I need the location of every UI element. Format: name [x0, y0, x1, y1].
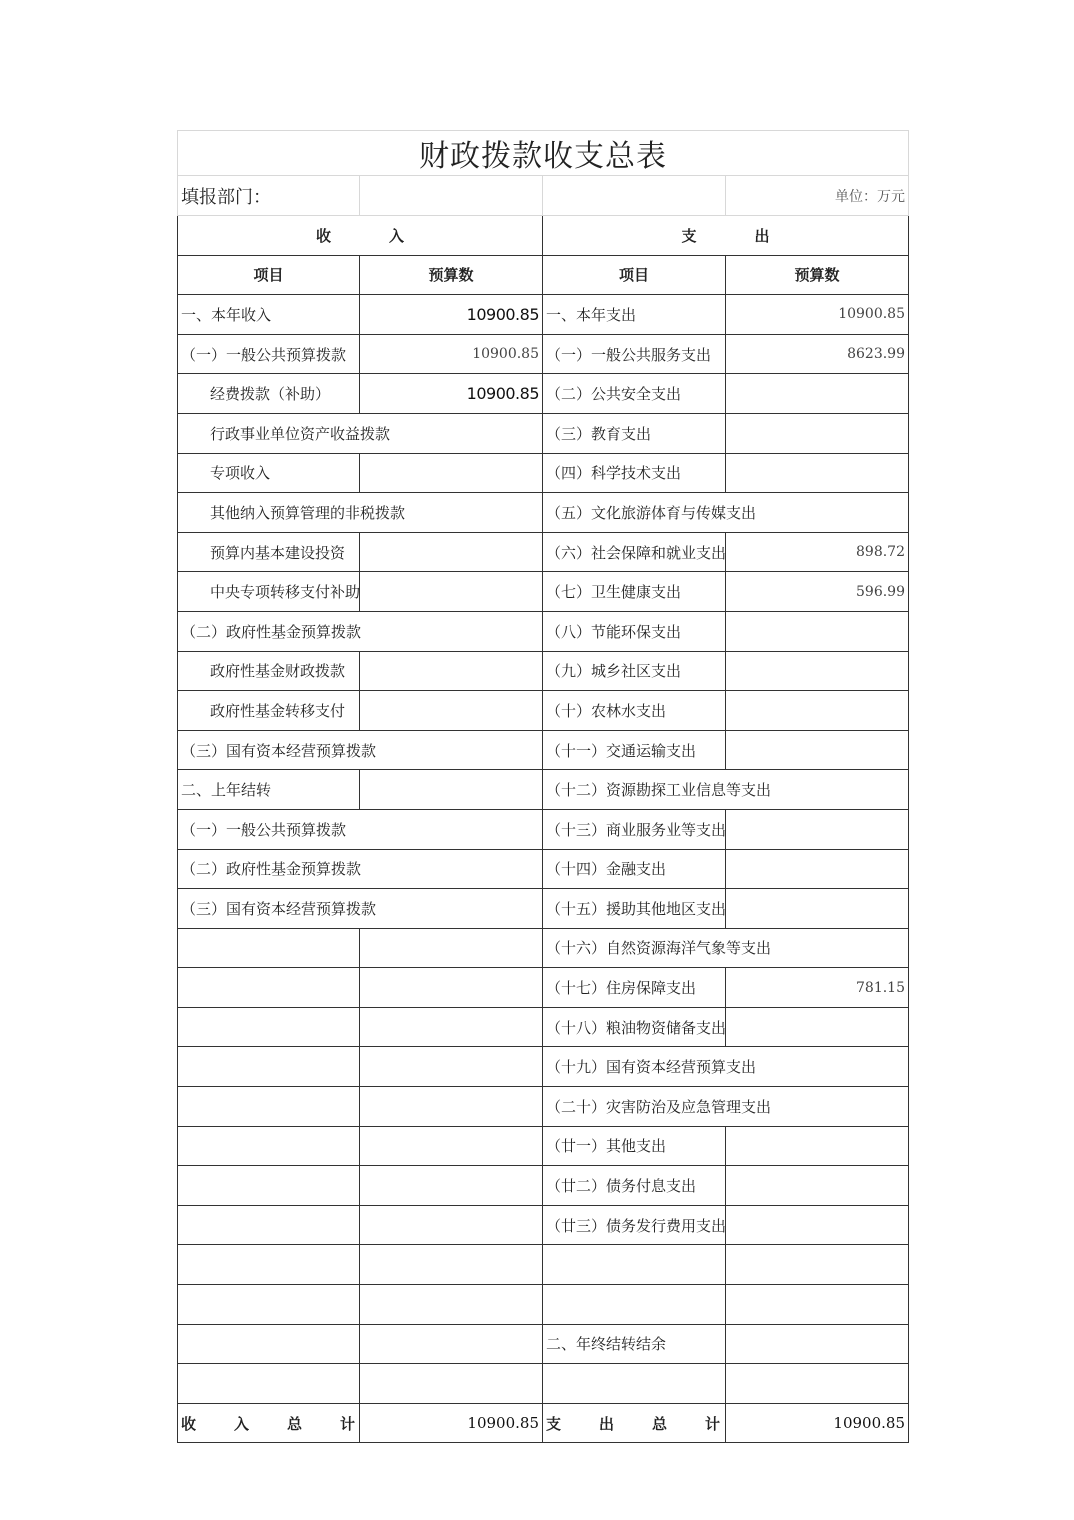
expense-header-char-2: 出	[754, 226, 770, 245]
income-budget	[360, 1047, 543, 1087]
expense-budget	[726, 651, 909, 691]
expense-item: （六）社会保障和就业支出	[543, 532, 726, 572]
expense-item: （廿一）其他支出	[543, 1126, 726, 1166]
expense-budget: 596.99	[726, 572, 909, 612]
table-row	[178, 1364, 909, 1404]
table-row	[178, 691, 909, 731]
table-row	[178, 493, 909, 533]
income-item	[178, 1324, 360, 1364]
table-row	[178, 1087, 909, 1127]
expense-budget	[726, 611, 909, 651]
table-row	[178, 1007, 909, 1047]
income-item	[178, 1126, 360, 1166]
table-row	[178, 1126, 909, 1166]
expense-budget	[726, 374, 909, 414]
expense-item: （二十）灾害防治及应急管理支出	[543, 1087, 909, 1127]
income-total-value: 10900.85	[360, 1403, 543, 1443]
income-item: （二）政府性基金预算拨款	[178, 849, 543, 889]
expense-item: （十八）粮油物资储备支出	[543, 1007, 726, 1047]
expense-item: （四）科学技术支出	[543, 453, 726, 493]
expense-item: （五）文化旅游体育与传媒支出	[543, 493, 909, 533]
table-row	[178, 1324, 909, 1364]
expense-budget: 8623.99	[726, 334, 909, 374]
expense-budget	[726, 453, 909, 493]
income-item	[178, 1285, 360, 1325]
income-item: 二、上年结转	[178, 770, 360, 810]
budget-table	[177, 130, 909, 1443]
expense-item: （十三）商业服务业等支出	[543, 809, 726, 849]
income-budget	[360, 1285, 543, 1325]
meta-blank-cell[interactable]	[543, 176, 726, 216]
income-total-label: 收 入 总 计	[178, 1403, 360, 1443]
expense-col-item: 项目	[543, 255, 726, 295]
income-budget	[360, 1205, 543, 1245]
expense-budget	[726, 1007, 909, 1047]
expense-budget	[726, 1166, 909, 1206]
income-item: （二）政府性基金预算拨款	[178, 611, 543, 651]
income-budget	[360, 1245, 543, 1285]
income-budget	[360, 1364, 543, 1404]
expense-item: （八）节能环保支出	[543, 611, 726, 651]
income-item: 一、本年收入	[178, 295, 360, 335]
income-item	[178, 1364, 360, 1404]
income-item: 专项收入	[178, 453, 360, 493]
income-budget: 10900.85	[360, 295, 543, 335]
expense-item	[543, 1285, 726, 1325]
expense-item: （一）一般公共服务支出	[543, 334, 726, 374]
expense-budget	[726, 691, 909, 731]
income-item	[178, 968, 360, 1008]
income-budget	[360, 968, 543, 1008]
income-header-char-1: 收	[315, 226, 331, 245]
income-budget	[360, 691, 543, 731]
expense-budget	[726, 1126, 909, 1166]
income-col-item: 项目	[178, 255, 360, 295]
expense-header	[543, 216, 909, 256]
expense-budget: 10900.85	[726, 295, 909, 335]
income-item	[178, 1166, 360, 1206]
expense-item: （十二）资源勘探工业信息等支出	[543, 770, 909, 810]
table-row	[178, 532, 909, 572]
table-row	[178, 1166, 909, 1206]
expense-col-budget: 预算数	[726, 255, 909, 295]
expense-item: 二、年终结转结余	[543, 1324, 726, 1364]
income-header	[178, 216, 543, 256]
expense-budget	[726, 1285, 909, 1325]
unit-label: 单位：万元	[726, 176, 909, 216]
table-row	[178, 413, 909, 453]
income-budget	[360, 572, 543, 612]
income-item: （三）国有资本经营预算拨款	[178, 889, 543, 929]
expense-item: （十）农林水支出	[543, 691, 726, 731]
income-item: （一）一般公共预算拨款	[178, 809, 543, 849]
income-budget	[360, 1324, 543, 1364]
expense-budget	[726, 730, 909, 770]
income-item: 预算内基本建设投资	[178, 532, 360, 572]
expense-budget: 898.72	[726, 532, 909, 572]
income-item: 政府性基金财政拨款	[178, 651, 360, 691]
expense-item: 一、本年支出	[543, 295, 726, 335]
income-budget: 10900.85	[360, 334, 543, 374]
income-col-budget: 预算数	[360, 255, 543, 295]
expense-item: （七）卫生健康支出	[543, 572, 726, 612]
income-budget: 10900.85	[360, 374, 543, 414]
income-budget	[360, 770, 543, 810]
income-budget	[360, 1007, 543, 1047]
table-row	[178, 928, 909, 968]
expense-item: （十九）国有资本经营预算支出	[543, 1047, 909, 1087]
table-row	[178, 1047, 909, 1087]
income-item: 中央专项转移支付补助	[178, 572, 360, 612]
income-budget	[360, 1126, 543, 1166]
income-budget	[360, 1166, 543, 1206]
expense-budget	[726, 889, 909, 929]
expense-item: （廿三）债务发行费用支出	[543, 1205, 726, 1245]
table-row	[178, 1245, 909, 1285]
income-budget	[360, 651, 543, 691]
income-item	[178, 1007, 360, 1047]
expense-budget	[726, 1205, 909, 1245]
expense-item: （三）教育支出	[543, 413, 726, 453]
table-row	[178, 334, 909, 374]
income-budget	[360, 928, 543, 968]
expense-budget	[726, 809, 909, 849]
income-item: 政府性基金转移支付	[178, 691, 360, 731]
expense-item	[543, 1364, 726, 1404]
table-row	[178, 453, 909, 493]
expense-item: （九）城乡社区支出	[543, 651, 726, 691]
dept-label: 填报部门：	[178, 176, 360, 216]
table-row	[178, 849, 909, 889]
income-item	[178, 1087, 360, 1127]
income-item: （一）一般公共预算拨款	[178, 334, 360, 374]
expense-total-label: 支 出 总 计	[543, 1403, 726, 1443]
expense-budget	[726, 1364, 909, 1404]
expense-budget	[726, 1245, 909, 1285]
income-budget	[360, 1087, 543, 1127]
table-row	[178, 1205, 909, 1245]
expense-item: （廿二）债务付息支出	[543, 1166, 726, 1206]
table-row	[178, 374, 909, 414]
income-item	[178, 1047, 360, 1087]
expense-item: （十五）援助其他地区支出	[543, 889, 726, 929]
table-row	[178, 968, 909, 1008]
income-item	[178, 1245, 360, 1285]
table-row	[178, 651, 909, 691]
income-item: （三）国有资本经营预算拨款	[178, 730, 543, 770]
table-row	[178, 730, 909, 770]
expense-header-char-1: 支	[681, 226, 697, 245]
dept-value-cell[interactable]	[360, 176, 543, 216]
table-row	[178, 770, 909, 810]
expense-budget	[726, 1324, 909, 1364]
income-header-char-2: 入	[389, 226, 405, 245]
page-title: 财政拨款收支总表	[178, 131, 909, 176]
table-row	[178, 809, 909, 849]
expense-budget	[726, 413, 909, 453]
income-item: 其他纳入预算管理的非税拨款	[178, 493, 543, 533]
expense-item: （十四）金融支出	[543, 849, 726, 889]
expense-budget	[726, 849, 909, 889]
expense-item	[543, 1245, 726, 1285]
income-item: 行政事业单位资产收益拨款	[178, 413, 543, 453]
income-budget	[360, 453, 543, 493]
table-row	[178, 1285, 909, 1325]
budget-sheet	[177, 130, 908, 1443]
expense-item: （二）公共安全支出	[543, 374, 726, 414]
expense-budget: 781.15	[726, 968, 909, 1008]
income-item	[178, 928, 360, 968]
table-row	[178, 611, 909, 651]
expense-item: （十一）交通运输支出	[543, 730, 726, 770]
expense-item: （十六）自然资源海洋气象等支出	[543, 928, 909, 968]
table-row	[178, 572, 909, 612]
income-item: 经费拨款（补助）	[178, 374, 360, 414]
expense-item: （十七）住房保障支出	[543, 968, 726, 1008]
income-item	[178, 1205, 360, 1245]
expense-total-value: 10900.85	[726, 1403, 909, 1443]
table-row	[178, 295, 909, 335]
income-budget	[360, 532, 543, 572]
table-row	[178, 889, 909, 929]
